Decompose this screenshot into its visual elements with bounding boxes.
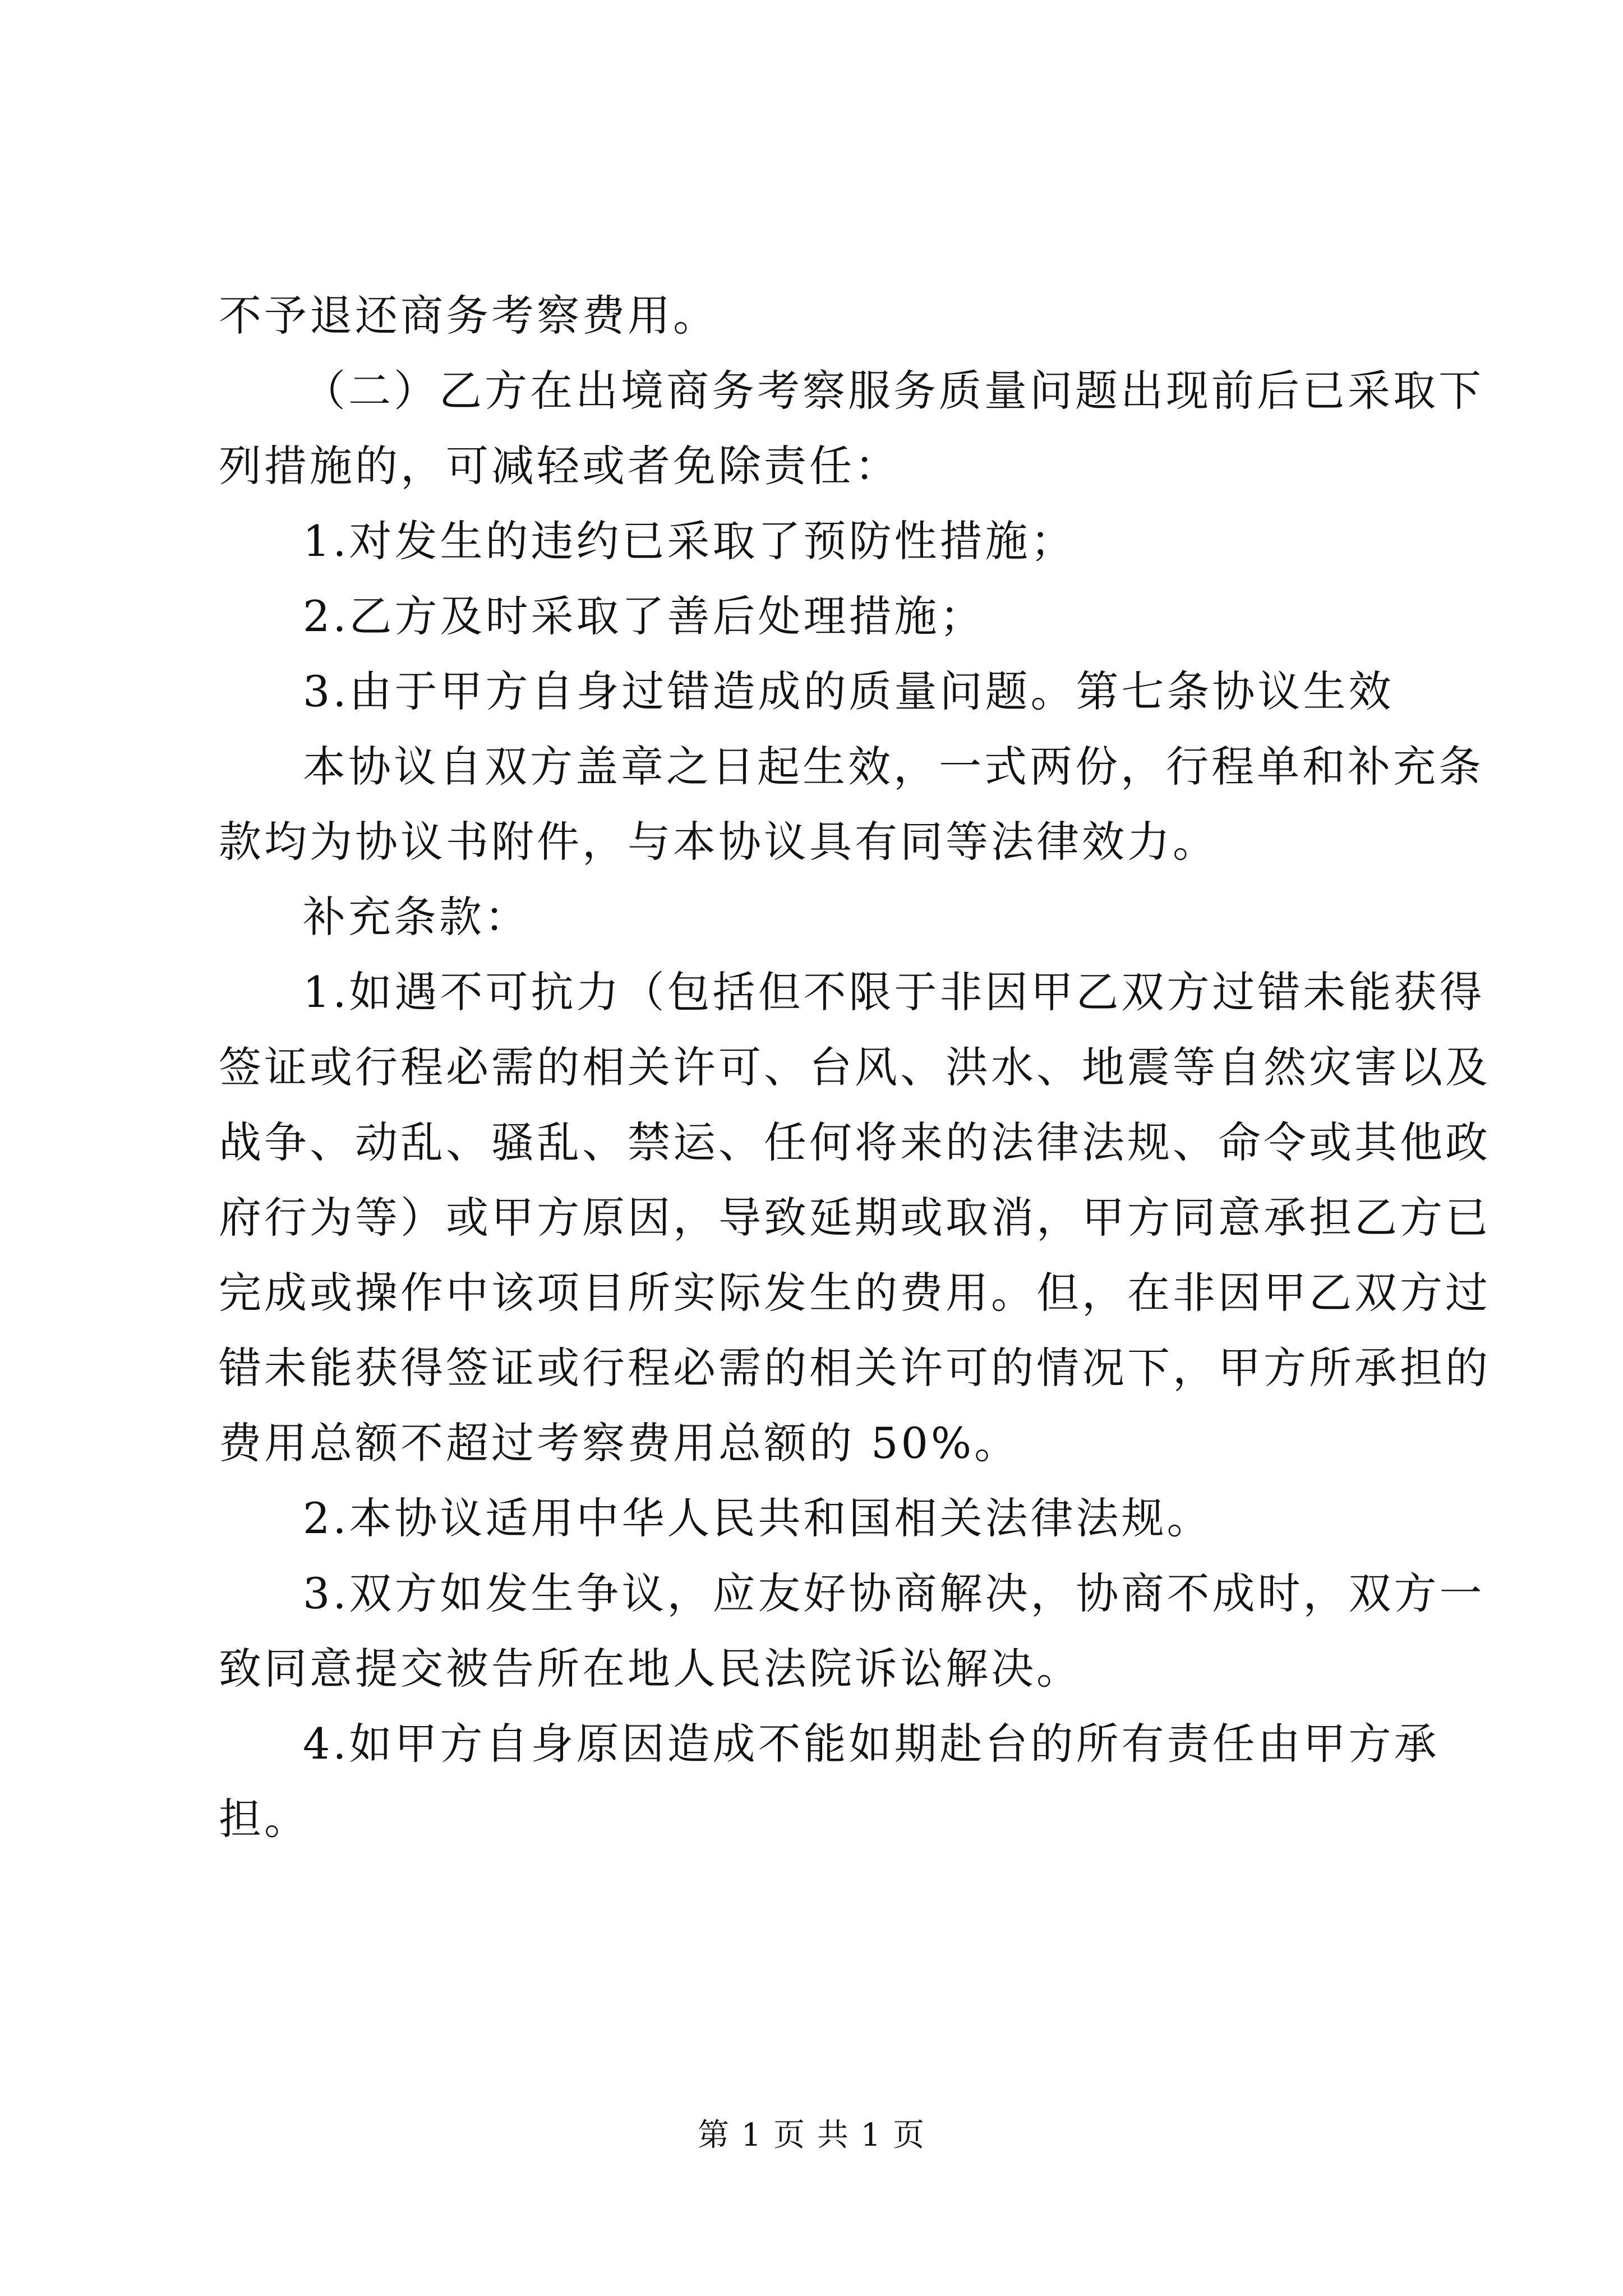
text-line-21: 担。 xyxy=(219,1794,310,1844)
text-line-15: 错未能获得签证或行程必需的相关许可的情况下，甲方所承担的 xyxy=(219,1343,1491,1393)
text-line-13: 府行为等）或甲方原因，导致延期或取消，甲方同意承担乙方已 xyxy=(219,1193,1491,1243)
text-line-1: 不予退还商务考察费用。 xyxy=(219,291,718,341)
text-line-10: 1.如遇不可抗力（包括但不限于非因甲乙双方过错未能获得 xyxy=(303,967,1485,1017)
text-line-17: 2.本协议适用中华人民共和国相关法律法规。 xyxy=(303,1493,1212,1543)
text-line-3: 列措施的，可减轻或者免除责任： xyxy=(219,441,900,491)
text-line-19: 致同意提交被告所在地人民法院诉讼解决。 xyxy=(219,1644,1082,1694)
text-line-5: 2.乙方及时采取了善后处理措施； xyxy=(303,591,985,641)
text-line-12: 战争、动乱、骚乱、禁运、任何将来的法律法规、命令或其他政 xyxy=(219,1117,1491,1167)
text-line-9: 补充条款： xyxy=(303,892,530,942)
text-line-7: 本协议自双方盖章之日起生效，一式两份，行程单和补充条 xyxy=(303,742,1484,792)
text-line-8: 款均为协议书附件，与本协议具有同等法律效力。 xyxy=(219,817,1218,867)
text-line-20: 4.如甲方自身原因造成不能如期赴台的所有责任由甲方承 xyxy=(303,1719,1440,1769)
text-line-2: （二）乙方在出境商务考察服务质量问题出现前后已采取下 xyxy=(303,366,1484,416)
text-line-11: 签证或行程必需的相关许可、台风、洪水、地震等自然灾害以及 xyxy=(219,1042,1491,1092)
page-footer: 第 1 页 共 1 页 xyxy=(697,2117,926,2154)
text-line-18: 3.双方如发生争议，应友好协商解决，协商不成时，双方一 xyxy=(303,1568,1485,1618)
text-line-16: 费用总额不超过考察费用总额的 50%。 xyxy=(219,1418,1020,1468)
text-line-4: 1.对发生的违约已采取了预防性措施； xyxy=(303,516,1076,566)
text-line-6: 3.由于甲方自身过错造成的质量问题。第七条协议生效 xyxy=(303,666,1394,716)
text-line-14: 完成或操作中该项目所实际发生的费用。但，在非因甲乙双方过 xyxy=(219,1268,1491,1318)
